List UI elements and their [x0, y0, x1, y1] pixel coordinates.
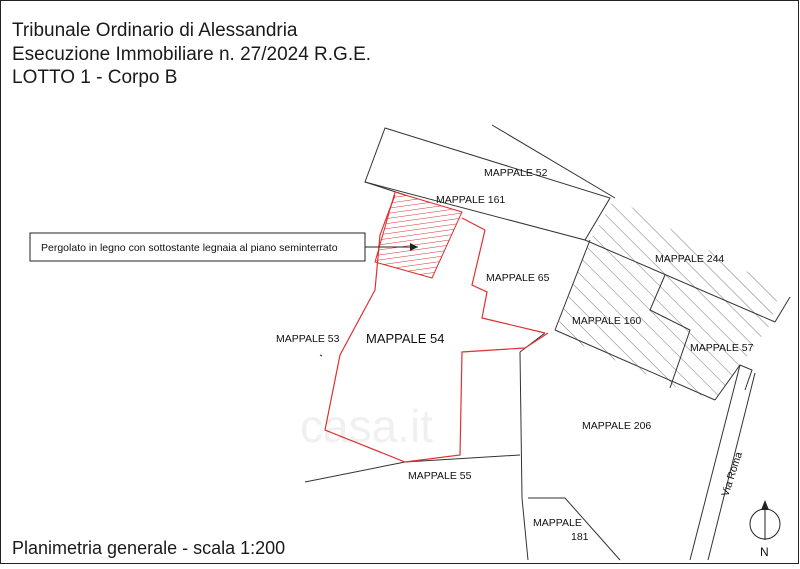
- label-mappale-181-line1: MAPPALE: [533, 517, 582, 529]
- label-mappale-57: MAPPALE 57: [690, 342, 754, 354]
- label-mappale-54: MAPPALE 54: [366, 331, 445, 346]
- label-mappale-206: MAPPALE 206: [582, 420, 652, 432]
- hatched-parcels-area: [555, 198, 780, 400]
- callout-text: Pergolato in legno con sottostante legnaia al piano seminterrato: [41, 242, 338, 254]
- header-court: Tribunale Ordinario di Alessandria: [12, 20, 298, 41]
- label-mappale-65: MAPPALE 65: [486, 272, 550, 284]
- label-mappale-55: MAPPALE 55: [408, 470, 472, 482]
- header-lot: LOTTO 1 - Corpo B: [12, 67, 178, 88]
- label-mappale-160: MAPPALE 160: [572, 315, 642, 327]
- plan-scale-caption: Planimetria generale - scala 1:200: [12, 538, 286, 558]
- label-mappale-244: MAPPALE 244: [655, 253, 725, 265]
- watermark-text: casa.it: [300, 400, 433, 452]
- street-label: Via Roma: [719, 450, 746, 498]
- north-arrow-icon: [750, 500, 780, 540]
- header-procedure: Esecuzione Immobiliare n. 27/2024 R.G.E.: [12, 44, 372, 65]
- label-mappale-181-line2: 181: [571, 531, 589, 543]
- north-label: N: [760, 545, 769, 559]
- label-mappale-53: MAPPALE 53: [276, 333, 340, 345]
- label-mappale-161: MAPPALE 161: [436, 194, 506, 206]
- label-mappale-52: MAPPALE 52: [484, 167, 548, 179]
